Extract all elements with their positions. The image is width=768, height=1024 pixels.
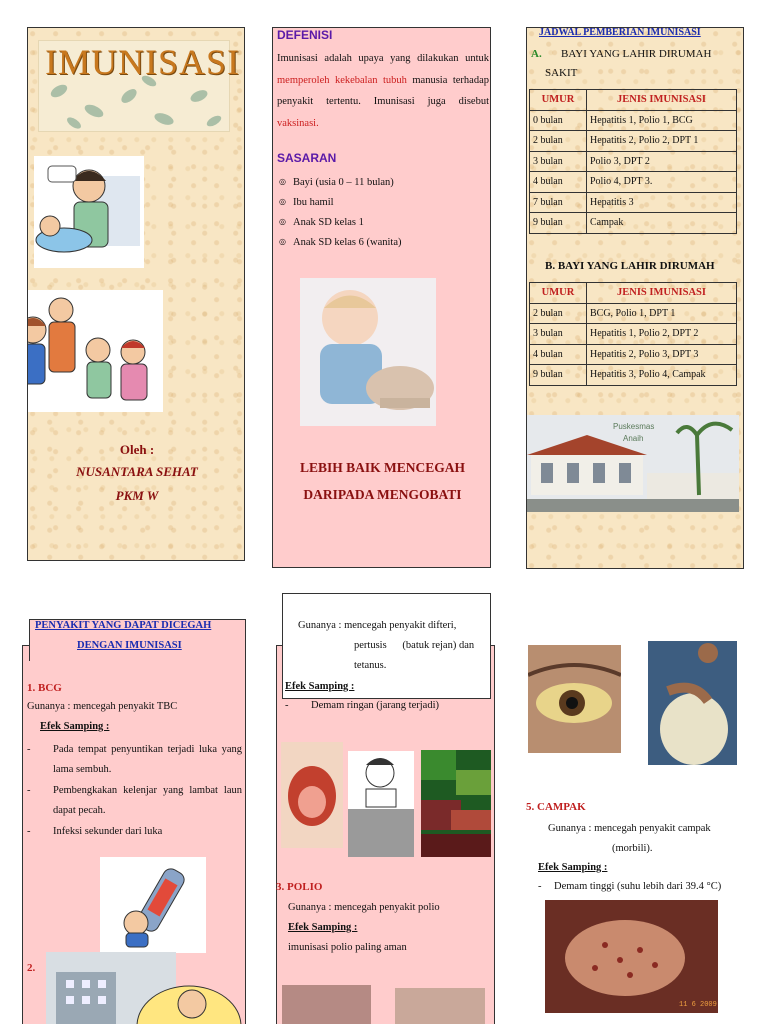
sign-text-2: Anaih [623,434,644,443]
table-row: 2 bulan Hepatitis 2, Polio 2, DPT 1 [530,131,737,152]
photo-date-stamp: 11 6 2009 [679,1001,717,1009]
cover-author-1: NUSANTARA SEHAT [76,464,198,479]
sign-text-1: Puskesmas [613,422,655,431]
campak-effects-list [538,881,721,892]
table-row: 7 bulan Hepatitis 3 [530,192,737,213]
bcg-side-effects-label: Efek Samping : [40,721,110,732]
target-item: ◎ Bayi (usia 0 – 11 bulan) [279,173,401,193]
section-a-title-1: BAYI YANG LAHIR DIRUMAH [561,48,712,60]
swelling-photo [648,641,737,765]
mother-baby-illustration [34,156,144,268]
mouth-photo [281,742,343,848]
target-list [279,173,401,253]
item-2-number: 2. [27,962,36,974]
table-row: 9 bulan Hepatitis 3, Polio 4, Campak [530,365,737,386]
col-age: UMUR [530,90,587,111]
campak-use-1: Gunanya : mencegah penyakit campak [548,823,711,834]
diseases-heading-2: DENGAN IMUNISASI [77,640,182,651]
doctor-illustration [136,976,242,1024]
polio-side-effects-label: Efek Samping : [288,922,358,933]
table-row: 2 bulan BCG, Polio 1, DPT 1 [530,303,737,324]
slogan-line-1: LEBIH BAIK MENCEGAH [299,460,466,475]
bcg-title: 1. BCG [27,682,62,694]
cover-title: IMUNISASI [45,42,241,82]
table-row: 4 bulan Polio 4, DPT 3. [530,172,737,193]
col-type: JENIS IMUNISASI [587,90,737,111]
col-age: UMUR [530,283,587,304]
dpt-use-1: Gunanya : mencegah penyakit difteri, [298,620,457,631]
definition-heading: DEFENISI [277,28,333,42]
children-illustration [27,290,163,412]
list-item: - Demam tinggi (suhu lebih dari 39.4 °C) [538,881,721,892]
syringe-cartoon [100,857,206,953]
schedule-table-b [529,282,737,386]
polio-title: 3. POLIO [276,881,323,893]
schedule-table-a [529,89,737,234]
measles-baby-photo [545,900,718,1013]
table-row: 4 bulan Hepatitis 2, Polio 3, DPT 3 [530,344,737,365]
list-item: - Pembengkakan kelenjar yang lambat laun dapat pecah. [27,781,242,822]
target-item: ◎ Anak SD kelas 6 (wanita) [279,233,401,253]
health-center-photo [527,415,739,512]
section-a-label: A. [531,48,542,60]
table-row: 3 bulan Polio 3, DPT 2 [530,151,737,172]
diseases-heading-1: PENYAKIT YANG DAPAT DICEGAH [35,620,212,631]
col-type: JENIS IMUNISASI [587,283,737,304]
cover-author-2: PKM W [115,488,159,503]
coughing-child-illustration [348,751,414,857]
polio-use: Gunanya : mencegah penyakit polio [288,902,440,913]
cover-panel [27,27,245,561]
campak-side-effects-label: Efek Samping : [538,862,608,873]
schedule-panel [526,27,744,569]
list-item: - Infeksi sekunder dari luka [27,822,242,842]
dpt-side-effects-label: Efek Samping : [285,681,355,692]
target-item: ◎ Anak SD kelas 1 [279,213,401,233]
table-row: 0 bulan Hepatitis 1, Polio 1, BCG [530,110,737,131]
table-row: 9 bulan Campak [530,213,737,234]
slogan-line-2: DARIPADA MENGOBATI [303,487,462,502]
polio-photo-1 [282,985,371,1024]
schedule-heading: JADWAL PEMBERIAN IMUNISASI [539,27,701,38]
list-item: - Demam ringan (jarang terjadi) [285,700,439,711]
polio-effect: imunisasi polio paling aman [288,942,407,953]
pixelated-photo [421,750,491,857]
campak-title: 5. CAMPAK [526,801,586,813]
table-row: 3 bulan Hepatitis 1, Polio 2, DPT 2 [530,324,737,345]
section-a-title-2: SAKIT [545,67,578,79]
campak-use-2: (morbili). [612,843,653,854]
list-item: - Pada tempat penyuntikan terjadi luka yang lama sembuh. [27,740,242,781]
cover-by-label: Oleh : [119,442,155,457]
dpt-effects-list [285,700,439,711]
target-item: ◎ Ibu hamil [279,193,401,213]
baby-vaccination-photo [300,278,436,426]
bcg-use: Gunanya : mencegah penyakit TBC [27,701,178,712]
dpt-use-3: tetanus. [354,660,387,671]
target-heading: SASARAN [277,151,337,165]
dpt-use-2: pertusis (batuk rejan) dan [354,640,475,651]
definition-text: Imunisasi adalah upaya yang dilakukan untuk memperoleh kekebalan tubuh manusia terhadap penyakit tertentu. Imunisasi juga disebut vaksinasi. [277,53,489,129]
polio-photo-2 [395,988,485,1024]
eye-photo [528,645,621,753]
bcg-effects-list [27,740,242,842]
definition-panel [272,27,491,568]
section-b-title: B. BAYI YANG LAHIR DIRUMAH [545,260,715,272]
cover-leaf-banner [38,40,241,132]
